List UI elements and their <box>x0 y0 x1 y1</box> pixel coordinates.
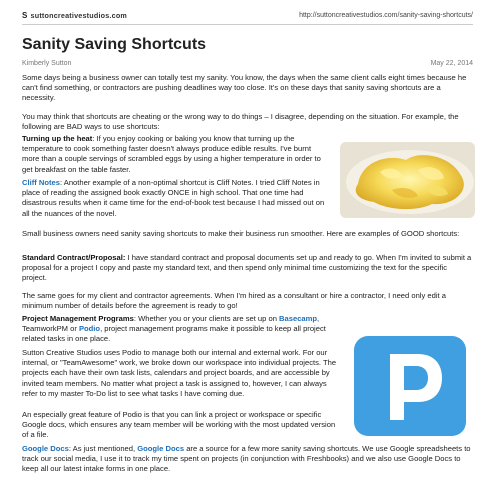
paragraph-google-docs <box>22 444 473 475</box>
podio-logo-icon <box>346 334 474 438</box>
gdocs-text-1: : As just mentioned, <box>68 444 138 453</box>
google-docs-link[interactable]: Google Docs <box>137 444 185 453</box>
author: Kimberly Sutton <box>22 60 72 67</box>
scrambled-eggs-photo-icon <box>340 142 475 218</box>
project-management-label: Project Management Programs <box>22 314 134 323</box>
pm-text-1: : Whether you or your clients are set up on <box>133 314 280 323</box>
date: May 22, 2014 <box>430 60 473 67</box>
paragraph-podio-feature: An especially great feature of Podio is that you can link a project or workspace or specific Google docs, which ensures any team member will be working with the most updated version of a file. <box>22 410 336 440</box>
page-url[interactable]: http://suttoncreativestudios.com/sanity-saving-shortcuts/ <box>299 11 473 19</box>
paragraph-small-business: Small business owners need sanity saving shortcuts to make their business run smoother. Here are examples of GOOD shortcuts: <box>22 229 460 238</box>
paragraph-sutton-uses: Sutton Creative Studios uses Podio to manage both our internal and external work. For our internal, or "TeamAwesome" work, we broke down our workspace into individual projects. The projects each have their own task lists, calendars and project boards, and are accessible by invited team members. No matter what project a task is assigned to, however, I can always refer to my master To-Do list to see what tasks I have coming due. <box>22 348 337 398</box>
site-name <box>22 11 127 20</box>
turning-heat-text: : If you enjoy cooking or baking you know that turning up the temperature to cook something faster doesn't always produce edible results. I've burnt more than a couple servings of scrambled eggs by using a higher temperature in order to get breakfast on the table faster. <box>22 134 321 174</box>
paragraph-intro: Some days being a business owner can totally test my sanity. You know, the days when the same client calls eight times because he can't find something, or contractors are pushing deadlines way too close. It's on these days that sanity saving shortcuts are a necessity. <box>22 73 467 103</box>
header-divider <box>22 24 473 25</box>
google-docs-label[interactable]: Google Docs <box>22 444 69 453</box>
site-logo-icon: S <box>22 10 28 20</box>
pm-text-3: , project management programs make it possible to keep all project related tasks in one place. <box>22 324 326 344</box>
paragraph-cliff-notes <box>22 178 325 219</box>
cliff-notes-link[interactable]: Cliff Notes <box>22 178 60 187</box>
podio-link[interactable]: Podio <box>78 324 101 334</box>
turning-heat-label: Turning up the heat <box>22 134 93 143</box>
podio-logo-graphic <box>346 334 474 438</box>
paragraph-project-management <box>22 314 340 345</box>
standard-contract-label: Standard Contract/Proposal: <box>22 253 126 262</box>
cliff-notes-text: : Another example of a non-optimal shortcut is Cliff Notes. I tried Cliff Notes in place of reading the assigned book exactly ONCE in high school. That one time had disastrous results when it came time for the end-of-book test because I had missed out on all the nuances of the novel. <box>22 178 325 218</box>
print-header <box>22 8 473 22</box>
paragraph-standard-contract <box>22 253 473 284</box>
standard-contract-text: I have standard contract and proposal documents set up and ready to go. When I'm invited to submit a proposal for a project I copy and paste my standard text, and then spend only minimal time customizing the text for the specific project. <box>22 253 472 283</box>
basecamp-link[interactable]: Basecamp <box>279 314 318 323</box>
paragraph-shortcuts: You may think that shortcuts are cheating or the wrong way to do things – I disagree, depending on the situation. For example, the following are BAD ways to use shortcuts: <box>22 112 459 132</box>
article-title: Sanity Saving Shortcuts <box>22 36 207 53</box>
gdocs-text-2: are a source for a few more sanity saving shortcuts. We use Google spreadsheets to track our social media, I use it to track my time spent on projects (in conjunction with Freshbooks) and we also use Google Docs to keep all our latest intake forms in one place. <box>22 444 471 474</box>
paragraph-same-goes: The same goes for my client and contractor agreements. When I'm hired as a consultant or hire a contractor, I need only edit a minimum number of details before the agreement is ready to go! <box>22 291 446 311</box>
paragraph-turning-heat <box>22 134 325 175</box>
site-domain: suttoncreativestudios.com <box>30 10 128 20</box>
scrambled-eggs-icon <box>340 142 475 218</box>
pm-text-2: , TeamworkPM or <box>22 314 320 334</box>
article-meta <box>22 60 473 67</box>
